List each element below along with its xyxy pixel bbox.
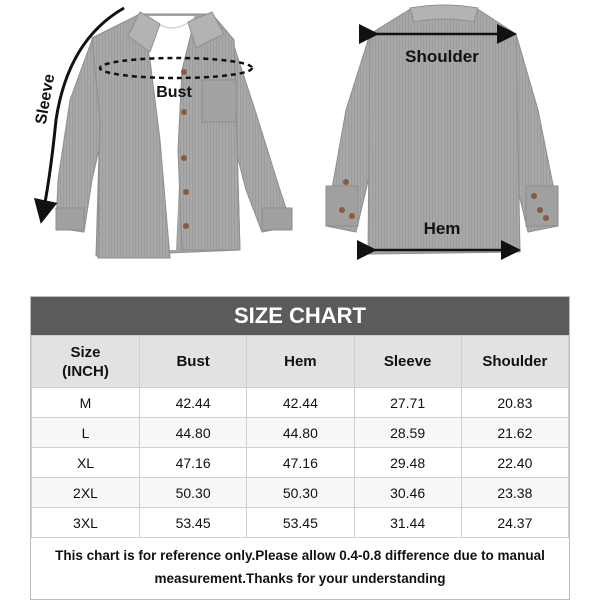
cell-hem: 53.45 [247,508,354,538]
cell-sleeve: 29.48 [354,448,461,478]
cell-size: L [32,418,140,448]
cell-size: M [32,388,140,418]
cell-shoulder: 23.38 [461,478,568,508]
table-row [32,478,569,508]
cell-bust: 50.30 [140,478,247,508]
cell-sleeve: 28.59 [354,418,461,448]
size-chart-title: SIZE CHART [31,297,569,335]
bust-label: Bust [156,84,192,101]
shirt-illustration [0,0,600,290]
table-row [32,418,569,448]
table-row [32,448,569,478]
header-size: Size (INCH) [32,336,140,388]
cell-shoulder: 24.37 [461,508,568,538]
cell-sleeve: 27.71 [354,388,461,418]
shoulder-label: Shoulder [405,47,479,66]
cell-bust: 44.80 [140,418,247,448]
header-hem: Hem [247,336,354,388]
table-header-row [32,336,569,388]
cell-bust: 42.44 [140,388,247,418]
header-shoulder: Shoulder [461,336,568,388]
cell-size: 3XL [32,508,140,538]
cell-size: 2XL [32,478,140,508]
cell-sleeve: 31.44 [354,508,461,538]
cell-shoulder: 21.62 [461,418,568,448]
front-shirt [56,12,292,258]
cell-hem: 47.16 [247,448,354,478]
table-row [32,508,569,538]
cell-bust: 47.16 [140,448,247,478]
cell-size: XL [32,448,140,478]
cell-shoulder: 20.83 [461,388,568,418]
cell-hem: 50.30 [247,478,354,508]
size-table [31,335,569,538]
reference-note: This chart is for reference only.Please allow 0.4-0.8 difference due to manual measurement.Thanks for your understanding [55,548,545,586]
cell-bust: 53.45 [140,508,247,538]
sleeve-label: Sleeve [32,72,59,126]
back-shirt [326,5,558,254]
cell-sleeve: 30.46 [354,478,461,508]
cell-hem: 44.80 [247,418,354,448]
size-chart [30,296,570,600]
header-bust: Bust [140,336,247,388]
cell-shoulder: 22.40 [461,448,568,478]
hem-label: Hem [423,219,461,238]
cell-hem: 42.44 [247,388,354,418]
table-row [32,388,569,418]
header-sleeve: Sleeve [354,336,461,388]
